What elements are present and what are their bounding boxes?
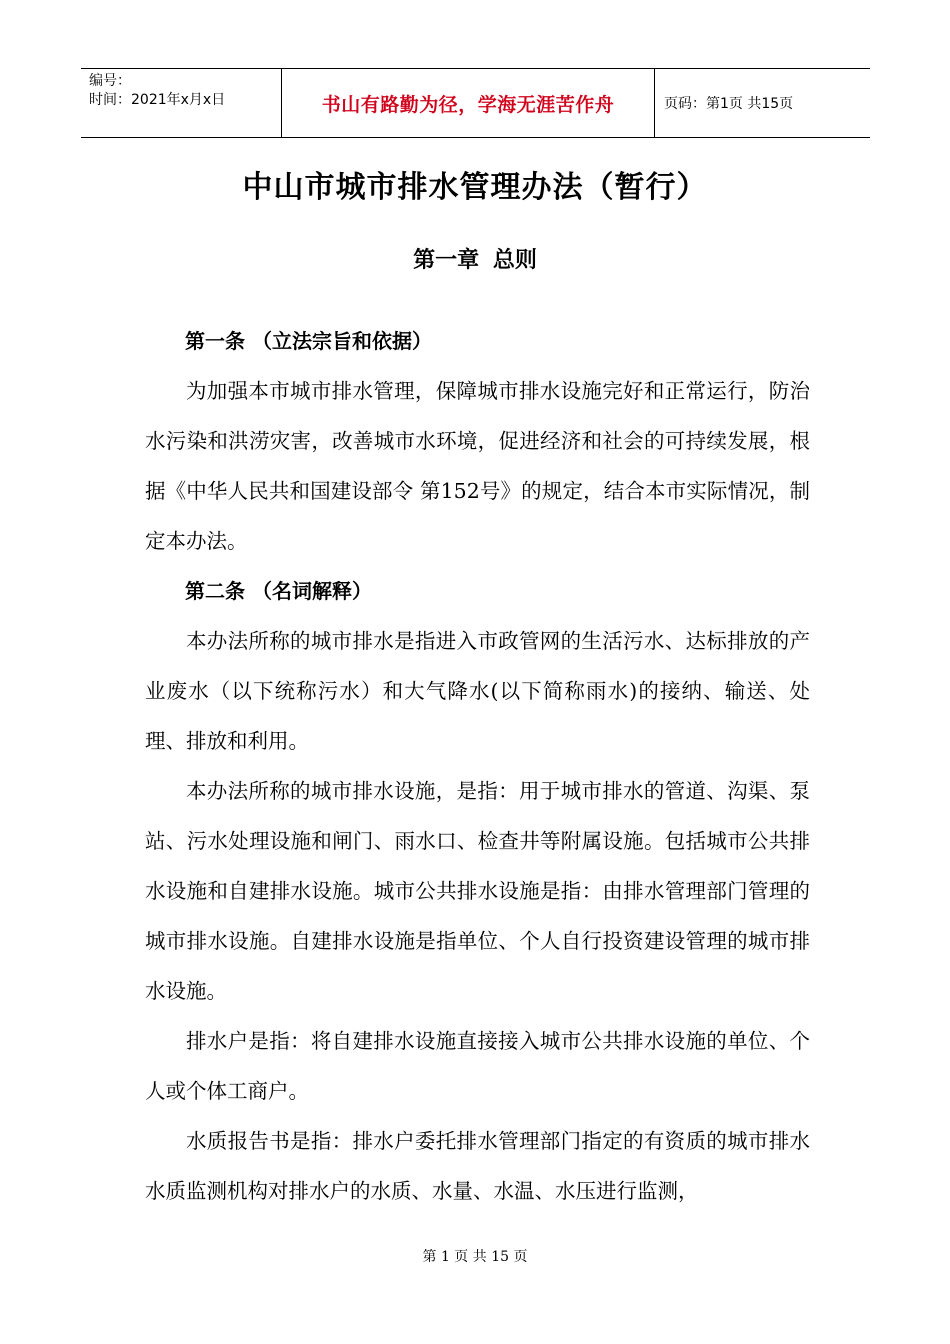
body-paragraph: 本办法所称的城市排水是指进入市政管网的生活污水、达标排放的产业废水（以下统称污水）和大气降水(以下简称雨水)的接纳、输送、处理、排放和利用。	[145, 629, 810, 753]
article-heading: 第一条 （立法宗旨和依据）	[185, 329, 432, 353]
chapter-title: 第一章 总则	[413, 248, 537, 273]
header-motto: 书山有路勤为径，学海无涯苦作舟	[281, 69, 655, 137]
header-page-info: 页码：第1页 共15页	[664, 96, 794, 112]
page-header	[81, 68, 870, 138]
time-label: 时间：2021年x月x日	[89, 92, 226, 108]
page-footer: 第 1 页 共 15 页	[422, 1249, 528, 1265]
body-paragraph: 排水户是指：将自建排水设施直接接入城市公共排水设施的单位、个人或个体工商户。	[145, 1029, 810, 1103]
article-heading: 第二条 （名词解释）	[185, 579, 372, 603]
document-body	[145, 316, 810, 1216]
body-paragraph: 水质报告书是指：排水户委托排水管理部门指定的有资质的城市排水水质监测机构对排水户的水质、水量、水温、水压进行监测，	[145, 1129, 810, 1203]
body-paragraph: 为加强本市城市排水管理，保障城市排水设施完好和正常运行，防治水污染和洪涝灾害，改善城市水环境，促进经济和社会的可持续发展，根据《中华人民共和国建设部令 第152号》的规定，结合本市实际情况，制定本办法。	[145, 379, 810, 553]
header-meta	[81, 69, 281, 137]
document-title: 中山市城市排水管理办法（暂行）	[242, 170, 708, 205]
number-label: 编号：	[89, 73, 131, 89]
body-paragraph: 本办法所称的城市排水设施，是指：用于城市排水的管道、沟渠、泵站、污水处理设施和闸门、雨水口、检查井等附属设施。包括城市公共排水设施和自建排水设施。城市公共排水设施是指：由排水管理部门管理的城市排水设施。自建排水设施是指单位、个人自行投资建设管理的城市排水设施。	[145, 779, 810, 1003]
